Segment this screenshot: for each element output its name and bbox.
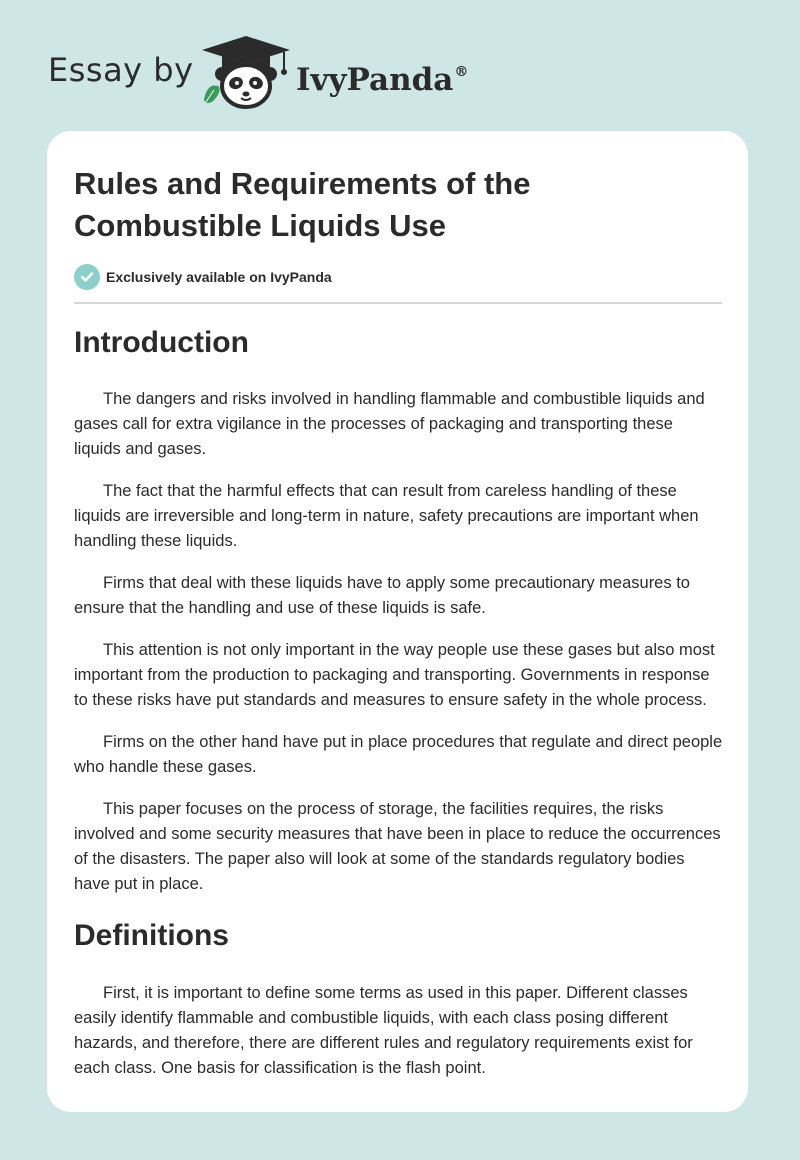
panda-logo-icon[interactable] — [200, 34, 292, 110]
essay-title: Rules and Requirements of the Combustible Liquids Use — [74, 166, 531, 243]
brand-name[interactable] — [296, 52, 468, 100]
paragraph: The fact that the harmful effects that can result from careless handling of these liquids are irreversible and long-term in nature, safety precautions are important when handling these liquids. — [74, 482, 699, 550]
paragraph: The dangers and risks involved in handling flammable and combustible liquids and gases call for extra vigilance in the processes of packaging and transporting these liquids and gases. — [74, 390, 705, 458]
title-divider — [74, 302, 722, 304]
checkmark-icon — [74, 264, 100, 290]
paragraph: First, it is important to define some terms as used in this paper. Different classes easily identify flammable and combustible liquids, with each class posing different hazards, and therefore, there are different rules and regulatory requirements exist for each class. One basis for classification is the flash point. — [74, 984, 693, 1077]
essay-by-label: Essay by — [48, 51, 194, 89]
section-definitions — [74, 914, 724, 1081]
essay-body — [74, 321, 724, 1098]
paragraph: Firms that deal with these liquids have to apply some precautionary measures to ensure that the handling and use of these liquids is safe. — [74, 574, 690, 617]
registered-mark: ® — [454, 64, 469, 80]
essay-card — [47, 131, 748, 1112]
section-heading: Definitions — [74, 919, 229, 952]
paragraph: This attention is not only important in the way people use these gases but also most important from the production to packaging and transporting. Governments in response to these risks have put standards and measures to ensure safety in the whole process. — [74, 641, 715, 709]
paragraph: This paper focuses on the process of storage, the facilities requires, the risks involved and some security measures that have been in place to reduce the occurrences of the disasters. The paper also will look at some of the standards regulatory bodies have put in place. — [74, 800, 721, 893]
paragraph: Firms on the other hand have put in place procedures that regulate and direct people who handle these gases. — [74, 733, 723, 776]
site-header — [0, 0, 800, 130]
badge-label: Exclusively available on IvyPanda — [106, 269, 332, 285]
section-introduction — [74, 321, 724, 897]
section-heading: Introduction — [74, 326, 249, 359]
exclusive-badge — [74, 264, 332, 290]
brand-text: IvyPanda — [296, 62, 454, 98]
